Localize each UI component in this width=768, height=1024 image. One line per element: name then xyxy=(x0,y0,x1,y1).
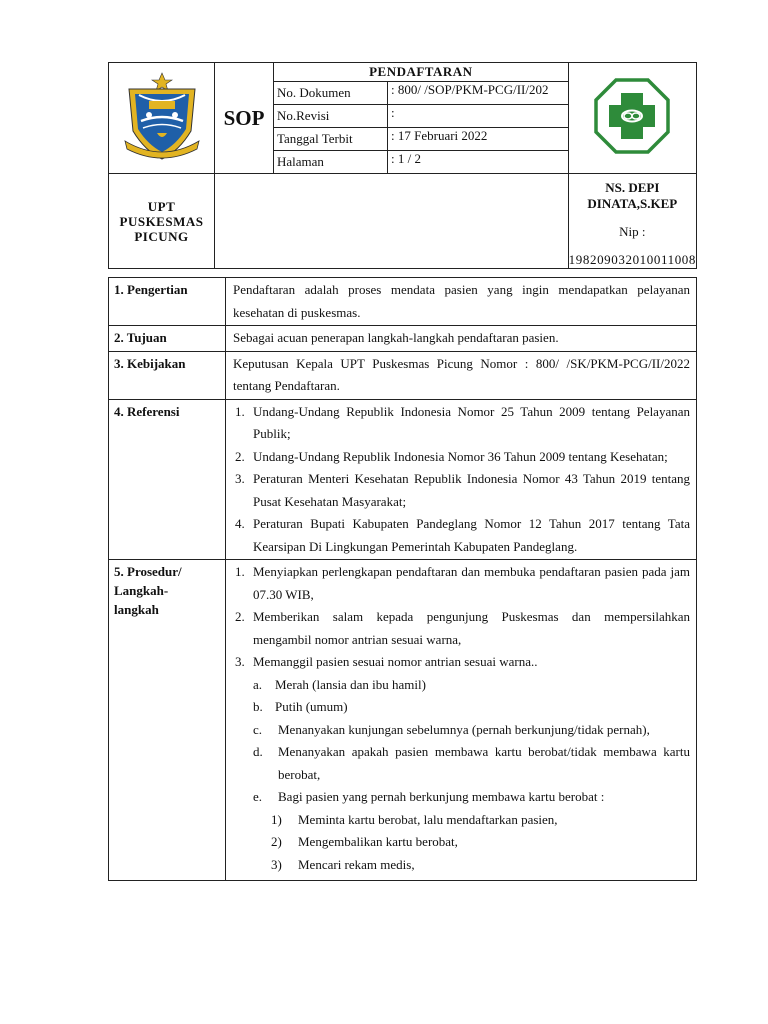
org-line-2: PUSKESMAS xyxy=(119,213,204,229)
regency-emblem-cell xyxy=(109,63,215,174)
puskesmas-logo-cell xyxy=(568,63,696,174)
issue-date-label: Tanggal Terbit xyxy=(274,127,388,150)
referensi-item: 2. Undang-Undang Republik Indonesia Nomor 36 Tahun 2009 tentang Kesehatan; xyxy=(235,448,668,464)
referensi-list xyxy=(226,399,697,560)
nip-label: Nip : xyxy=(619,224,646,239)
referensi-item: 1. Undang-Undang Republik Indonesia Nomor 25 Tahun 2009 tentang Pelayanan Publik; xyxy=(235,403,690,441)
prosedur-substep: c. Menanyakan kunjungan sebelumnya (pernah berkunjung/tidak pernah), xyxy=(253,721,650,737)
signer-name: NS. DEPI DINATA,S.KEP xyxy=(587,180,678,211)
nip-number: 198209032010011008 xyxy=(568,252,696,267)
referensi-item: 4. Peraturan Bupati Kabupaten Pandeglang Nomor 12 Tahun 2017 tentang Tata Kearsipan Di Lingkungan Pemerintah Kabupaten Pandeglang. xyxy=(235,516,690,554)
prosedur-subsubstep: 1) Meminta kartu berobat, lalu mendaftarkan pasien, xyxy=(271,811,558,827)
prosedur-step: 1. Menyiapkan perlengkapan pendaftaran dan membuka pendaftaran pasien pada jam 07.30 WIB, xyxy=(235,564,690,602)
tujuan-label: 2. Tujuan xyxy=(109,326,226,352)
kebijakan-text: Keputusan Kepala UPT Puskesmas Picung Nomor : 800/ /SK/PKM-PCG/II/2022 tentang Pendaftaran. xyxy=(226,351,697,399)
sop-label: SOP xyxy=(215,63,274,174)
prosedur-label-line-3: langkah xyxy=(114,602,159,617)
doc-number-value: : 800/ /SOP/PKM-PCG/II/202 xyxy=(388,81,569,104)
pengertian-text: Pendaftaran adalah proses mendata pasien yang ingin mendapatkan pelayanan kesehatan di puskesmas. xyxy=(226,278,697,326)
sop-header-table xyxy=(108,62,697,269)
signature-block xyxy=(568,174,696,269)
kebijakan-label: 3. Kebijakan xyxy=(109,351,226,399)
doc-number-label: No. Dokumen xyxy=(274,81,388,104)
tujuan-text: Sebagai acuan penerapan langkah-langkah pendaftaran pasien. xyxy=(226,326,697,352)
org-line-1: UPT xyxy=(147,198,176,214)
prosedur-substep: e. Bagi pasien yang pernah berkunjung membawa kartu berobat : xyxy=(253,789,605,804)
page-label: Halaman xyxy=(274,150,388,173)
prosedur-label-line-2: Langkah- xyxy=(114,583,169,598)
referensi-item: 3. Peraturan Menteri Kesehatan Republik Indonesia Nomor 43 Tahun 2019 tentang Pusat Kesehatan Masyarakat; xyxy=(235,471,690,509)
prosedur-subsubstep: 2) Mengembalikan kartu berobat, xyxy=(271,834,458,849)
empty-cell xyxy=(215,174,569,269)
referensi-label: 4. Referensi xyxy=(109,399,226,560)
revision-label: No.Revisi xyxy=(274,104,388,127)
revision-value: : xyxy=(388,104,569,127)
prosedur-substep: d. Menanyakan apakah pasien membawa kartu berobat/tidak membawa kartu berobat, xyxy=(253,744,690,782)
pengertian-label: 1. Pengertian xyxy=(109,278,226,326)
prosedur-substep: b. Putih (umum) xyxy=(253,699,348,714)
prosedur-step: 2. Memberikan salam kepada pengunjung Puskesmas dan mempersilahkan mengambil nomor antrian sesuai warna, xyxy=(235,609,690,647)
prosedur-label-line-1: 5. Prosedur/ xyxy=(114,564,182,579)
org-line-3: PICUNG xyxy=(134,228,189,244)
prosedur-label xyxy=(109,560,226,881)
sop-content-table xyxy=(108,277,697,881)
issue-date-value: : 17 Februari 2022 xyxy=(388,127,569,150)
organization-name xyxy=(109,174,215,269)
regency-emblem-icon xyxy=(119,71,205,161)
puskesmas-logo-icon xyxy=(593,77,671,155)
prosedur-subsubstep: 3) Mencari rekam medis, xyxy=(271,856,415,872)
page-value: : 1 / 2 xyxy=(388,150,569,173)
prosedur-substep: a. Merah (lansia dan ibu hamil) xyxy=(253,676,426,692)
document-title: PENDAFTARAN xyxy=(274,63,569,82)
prosedur-step: 3. Memanggil pasien sesuai nomor antrian sesuai warna.. xyxy=(235,654,538,669)
prosedur-list xyxy=(226,560,697,881)
